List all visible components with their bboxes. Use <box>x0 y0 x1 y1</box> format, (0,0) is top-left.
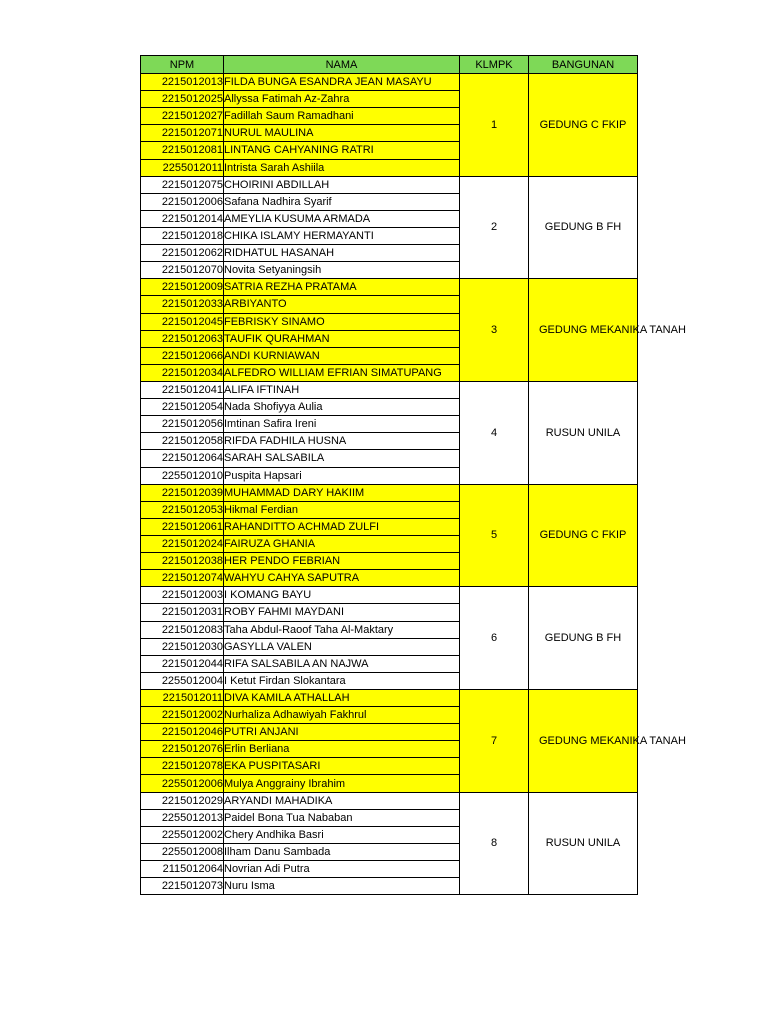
klmpk-cell: 5 <box>460 484 529 587</box>
npm-cell: 2215012039 <box>141 484 224 501</box>
npm-cell: 2215012041 <box>141 381 224 398</box>
nama-cell: ALFEDRO WILLIAM EFRIAN SIMATUPANG <box>224 364 460 381</box>
npm-cell: 2215012064 <box>141 450 224 467</box>
nama-cell: Hikmal Ferdian <box>224 501 460 518</box>
npm-cell: 2215012066 <box>141 347 224 364</box>
nama-cell: Safana Nadhira Syarif <box>224 193 460 210</box>
npm-cell: 2215012063 <box>141 330 224 347</box>
nama-cell: TAUFIK QURAHMAN <box>224 330 460 347</box>
npm-cell: 2215012006 <box>141 193 224 210</box>
bangunan-cell <box>529 74 638 177</box>
table-body <box>141 74 686 895</box>
npm-cell: 2215012081 <box>141 142 224 159</box>
npm-cell: 2215012003 <box>141 587 224 604</box>
nama-cell: SATRIA REZHA PRATAMA <box>224 279 460 296</box>
npm-cell: 2215012056 <box>141 416 224 433</box>
npm-cell: 2215012033 <box>141 296 224 313</box>
nama-cell: Allyssa Fatimah Az-Zahra <box>224 91 460 108</box>
table-row <box>141 484 638 501</box>
header-npm: NPM <box>141 56 224 74</box>
nama-cell: EKA PUSPITASARI <box>224 758 460 775</box>
nama-cell: FAIRUZA GHANIA <box>224 535 460 552</box>
nama-cell: ALIFA IFTINAH <box>224 381 460 398</box>
nama-cell: FILDA BUNGA ESANDRA JEAN MASAYU <box>224 74 460 91</box>
klmpk-cell: 1 <box>460 74 529 177</box>
nama-cell: ARYANDI MAHADIKA <box>224 792 460 809</box>
npm-cell: 2215012014 <box>141 210 224 227</box>
nama-cell: NURUL MAULINA <box>224 125 460 142</box>
nama-cell: Mulya Anggrainy Ibrahim <box>224 775 460 792</box>
bangunan-cell <box>529 279 686 382</box>
klmpk-cell: 2 <box>460 176 529 279</box>
npm-cell: 2215012075 <box>141 176 224 193</box>
klmpk-cell: 8 <box>460 792 529 895</box>
bangunan-label: GEDUNG C FKIP <box>539 529 627 542</box>
npm-cell: 2255012004 <box>141 672 224 689</box>
nama-cell: I Ketut Firdan Slokantara <box>224 672 460 689</box>
nama-cell: ARBIYANTO <box>224 296 460 313</box>
table-row <box>141 279 638 296</box>
header-klmpk: KLMPK <box>460 56 529 74</box>
table-row <box>141 381 638 398</box>
bangunan-label: GEDUNG B FH <box>544 632 622 645</box>
group-assignment-table <box>140 55 686 895</box>
npm-cell: 2215012061 <box>141 518 224 535</box>
table-row <box>141 74 638 91</box>
nama-cell: SARAH SALSABILA <box>224 450 460 467</box>
nama-cell: Chery Andhika Basri <box>224 826 460 843</box>
npm-cell: 2215012011 <box>141 689 224 706</box>
npm-cell: 2255012013 <box>141 809 224 826</box>
npm-cell: 2215012025 <box>141 91 224 108</box>
nama-cell: CHIKA ISLAMY HERMAYANTI <box>224 227 460 244</box>
npm-cell: 2255012006 <box>141 775 224 792</box>
npm-cell: 2215012058 <box>141 433 224 450</box>
nama-cell: AMEYLIA KUSUMA ARMADA <box>224 210 460 227</box>
nama-cell: RIFDA FADHILA HUSNA <box>224 433 460 450</box>
table-row <box>141 176 638 193</box>
nama-cell: I KOMANG BAYU <box>224 587 460 604</box>
npm-cell: 2215012027 <box>141 108 224 125</box>
npm-cell: 2215012078 <box>141 758 224 775</box>
nama-cell: Paidel Bona Tua Nababan <box>224 809 460 826</box>
klmpk-cell: 3 <box>460 279 529 382</box>
nama-cell: RIFA SALSABILA AN NAJWA <box>224 655 460 672</box>
npm-cell: 2215012083 <box>141 621 224 638</box>
bangunan-cell <box>529 792 638 895</box>
npm-cell: 2215012038 <box>141 553 224 570</box>
npm-cell: 2215012054 <box>141 399 224 416</box>
npm-cell: 2215012076 <box>141 741 224 758</box>
npm-cell: 2215012071 <box>141 125 224 142</box>
nama-cell: Ilham Danu Sambada <box>224 843 460 860</box>
nama-cell: Nuru Isma <box>224 878 460 895</box>
npm-cell: 2215012045 <box>141 313 224 330</box>
bangunan-cell <box>529 587 638 690</box>
bangunan-label: GEDUNG MEKANIKA TANAH <box>539 324 686 337</box>
npm-cell: 2215012046 <box>141 724 224 741</box>
nama-cell: ROBY FAHMI MAYDANI <box>224 604 460 621</box>
nama-cell: LINTANG CAHYANING RATRI <box>224 142 460 159</box>
bangunan-cell <box>529 689 686 792</box>
nama-cell: HER PENDO FEBRIAN <box>224 553 460 570</box>
table-row <box>141 689 638 706</box>
npm-cell: 2255012008 <box>141 843 224 860</box>
nama-cell: RIDHATUL HASANAH <box>224 245 460 262</box>
nama-cell: Nurhaliza Adhawiyah Fakhrul <box>224 707 460 724</box>
nama-cell: Taha Abdul-Raoof Taha Al-Maktary <box>224 621 460 638</box>
klmpk-cell: 7 <box>460 689 529 792</box>
npm-cell: 2215012034 <box>141 364 224 381</box>
nama-cell: Puspita Hapsari <box>224 467 460 484</box>
bangunan-label: RUSUN UNILA <box>545 837 621 850</box>
npm-cell: 2215012013 <box>141 74 224 91</box>
nama-cell: DIVA KAMILA ATHALLAH <box>224 689 460 706</box>
table-row <box>141 587 638 604</box>
npm-cell: 2115012064 <box>141 861 224 878</box>
klmpk-cell: 6 <box>460 587 529 690</box>
nama-cell: Intrista Sarah Ashiila <box>224 159 460 176</box>
npm-cell: 2215012002 <box>141 707 224 724</box>
table-header <box>141 56 638 74</box>
bangunan-label: RUSUN UNILA <box>545 426 621 439</box>
npm-cell: 2215012053 <box>141 501 224 518</box>
npm-cell: 2215012024 <box>141 535 224 552</box>
npm-cell: 2215012031 <box>141 604 224 621</box>
table-row <box>141 792 638 809</box>
header-bangunan: BANGUNAN <box>529 56 638 74</box>
nama-cell: GASYLLA VALEN <box>224 638 460 655</box>
nama-cell: CHOIRINI ABDILLAH <box>224 176 460 193</box>
nama-cell: Erlin Berliana <box>224 741 460 758</box>
npm-cell: 2215012030 <box>141 638 224 655</box>
nama-cell: ANDI KURNIAWAN <box>224 347 460 364</box>
npm-cell: 2215012044 <box>141 655 224 672</box>
bangunan-cell <box>529 381 638 484</box>
bangunan-cell <box>529 484 638 587</box>
bangunan-cell <box>529 176 638 279</box>
npm-cell: 2255012011 <box>141 159 224 176</box>
bangunan-label: GEDUNG C FKIP <box>539 118 627 131</box>
nama-cell: Novrian Adi Putra <box>224 861 460 878</box>
bangunan-label: GEDUNG B FH <box>544 221 622 234</box>
npm-cell: 2215012009 <box>141 279 224 296</box>
nama-cell: RAHANDITTO ACHMAD ZULFI <box>224 518 460 535</box>
npm-cell: 2215012070 <box>141 262 224 279</box>
nama-cell: Novita Setyaningsih <box>224 262 460 279</box>
nama-cell: PUTRI ANJANI <box>224 724 460 741</box>
nama-cell: Imtinan Safira Ireni <box>224 416 460 433</box>
nama-cell: Fadillah Saum Ramadhani <box>224 108 460 125</box>
bangunan-label: GEDUNG MEKANIKA TANAH <box>539 734 686 747</box>
klmpk-cell: 4 <box>460 381 529 484</box>
npm-cell: 2215012074 <box>141 570 224 587</box>
header-row <box>141 56 638 74</box>
nama-cell: FEBRISKY SINAMO <box>224 313 460 330</box>
npm-cell: 2215012062 <box>141 245 224 262</box>
nama-cell: WAHYU CAHYA SAPUTRA <box>224 570 460 587</box>
header-nama: NAMA <box>224 56 460 74</box>
nama-cell: MUHAMMAD DARY HAKIIM <box>224 484 460 501</box>
npm-cell: 2215012029 <box>141 792 224 809</box>
npm-cell: 2255012002 <box>141 826 224 843</box>
nama-cell: Nada Shofiyya Aulia <box>224 399 460 416</box>
npm-cell: 2255012010 <box>141 467 224 484</box>
npm-cell: 2215012073 <box>141 878 224 895</box>
npm-cell: 2215012018 <box>141 227 224 244</box>
